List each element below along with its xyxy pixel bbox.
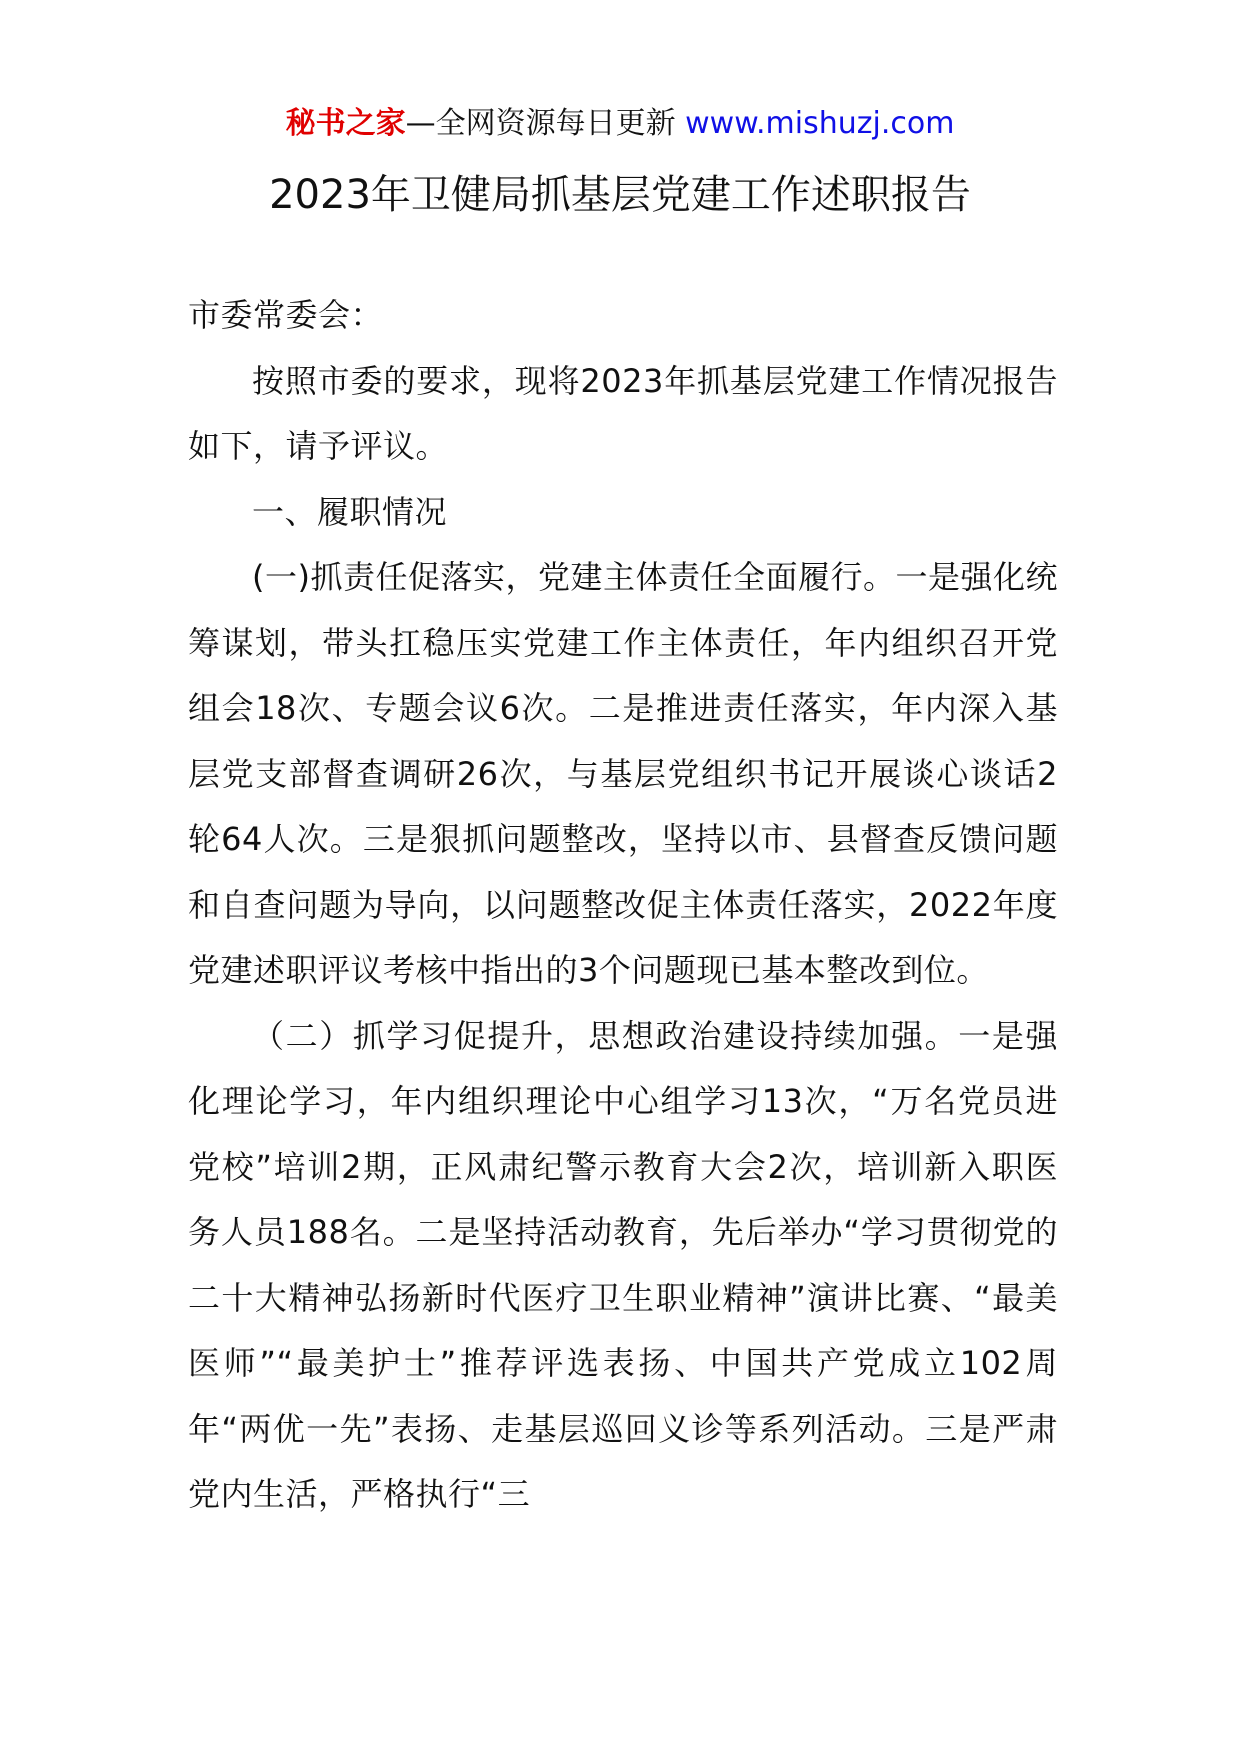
banner-tagline: —全网资源每日更新: [405, 106, 686, 141]
section-heading: 一、履职情况: [252, 492, 448, 531]
site-link[interactable]: www.mishuzj.com: [685, 106, 955, 141]
body-paragraph: （二）抓学习促提升，思想政治建设持续加强。一是强化理论学习，年内组织理论中心组学习13次，“万名党员进党校”培训2期，正风肃纪警示教育大会2次，培训新入职医务人员188名。二是坚持活动教育，先后举办“学习贯彻党的二十大精神弘扬新时代医疗卫生职业精神”演讲比赛、“最美医师”“最美护士”推荐评选表扬、中国共产党成立102周年“两优一先”表扬、走基层巡回义诊等系列活动。三是严肃党内生活，严格执行“三: [188, 1016, 1058, 1513]
intro-paragraph: 按照市委的要求，现将2023年抓基层党建工作情况报告如下，请予评议。: [188, 361, 1058, 465]
document-title: 2023年卫健局抓基层党建工作述职报告: [269, 172, 971, 218]
brand-name: 秘书之家: [285, 106, 406, 141]
watermark-banner: [0, 104, 1240, 144]
body-paragraph: (一)抓责任促落实，党建主体责任全面履行。一是强化统筹谋划，带头扛稳压实党建工作主体责任，年内组织召开党组会18次、专题会议6次。二是推进责任落实，年内深入基层党支部督查调研26次，与基层党组织书记开展谈心谈话2轮64人次。三是狠抓问题整改，坚持以市、县督查反馈问题和自查问题为导向，以问题整改促主体责任落实，2022年度党建述职评议考核中指出的3个问题现已基本整改到位。: [188, 558, 1058, 989]
salutation: 市委常委会：: [188, 296, 384, 334]
document-body: [188, 283, 1058, 1528]
